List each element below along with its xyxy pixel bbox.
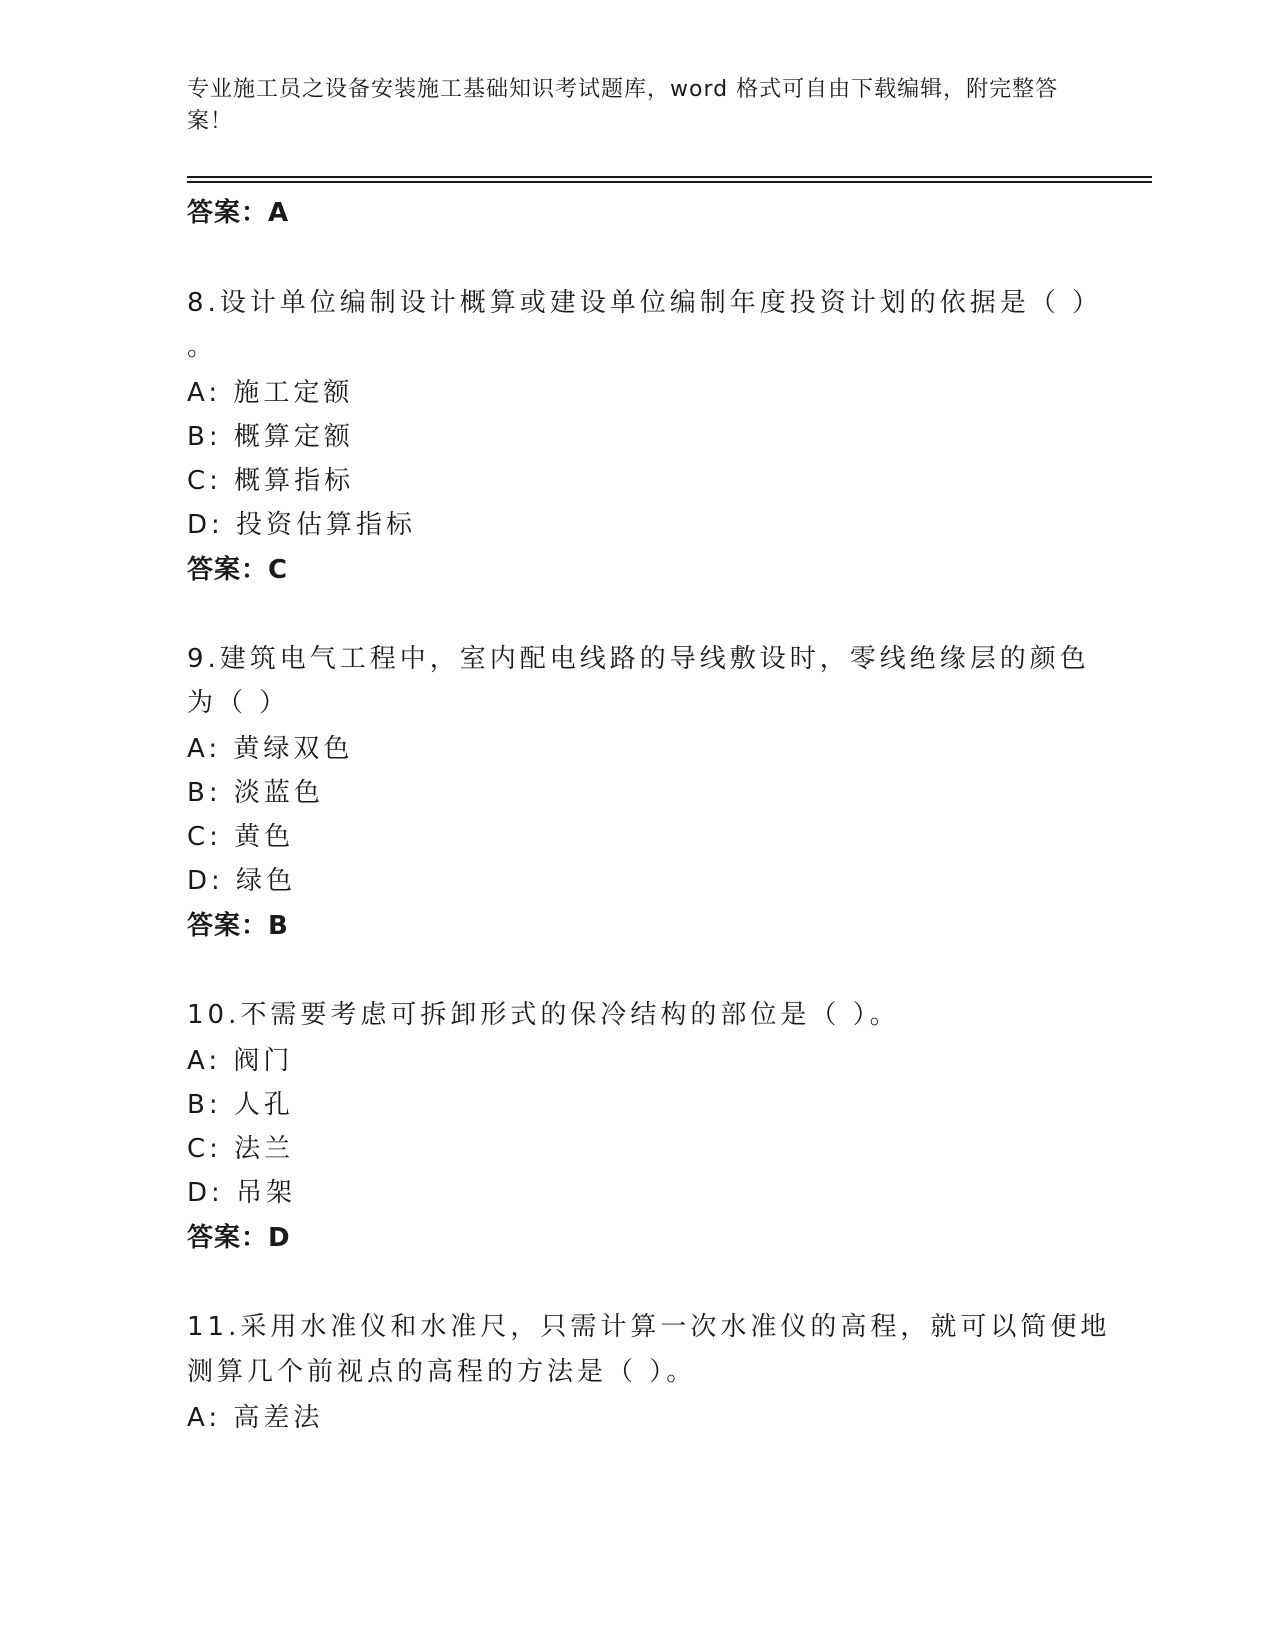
question-10-stem: 10.不需要考虑可拆卸形式的保冷结构的部位是（ ）。 xyxy=(187,1000,900,1030)
question-8-option-c: C: 概算指标 xyxy=(187,466,355,496)
question-11-stem: 11.采用水准仪和水准尺，只需计算一次水准仪的高程，就可以简便地 xyxy=(187,1312,1111,1342)
answer-9: 答案：B xyxy=(187,911,289,941)
question-8-option-a: A: 施工定额 xyxy=(187,378,354,408)
header-rule-bottom xyxy=(187,181,1152,183)
question-8-option-b: B: 概算定额 xyxy=(187,422,354,452)
question-10-option-d: D: 吊架 xyxy=(187,1178,297,1208)
answer-10: 答案：D xyxy=(187,1223,291,1253)
question-8-option-d: D: 投资估算指标 xyxy=(187,510,417,540)
question-9-stem: 9.建筑电气工程中，室内配电线路的导线敷设时，零线绝缘层的颜色 xyxy=(187,644,1090,674)
document-header: 专业施工员之设备安装施工基础知识考试题库，word 格式可自由下载编辑，附完整答案！ xyxy=(187,77,1059,134)
question-10-option-c: C: 法兰 xyxy=(187,1134,295,1164)
header-rule-top xyxy=(187,176,1152,178)
question-10-option-a: A: 阀门 xyxy=(187,1046,294,1076)
question-8-stem: 8.设计单位编制设计概算或建设单位编制年度投资计划的依据是（ ） xyxy=(187,288,1103,318)
question-9-stem-cont: 为（ ） xyxy=(187,688,290,718)
question-10-option-b: B: 人孔 xyxy=(187,1090,294,1120)
answer-8: 答案：C xyxy=(187,555,289,585)
question-11-option-a: A: 高差法 xyxy=(187,1403,324,1433)
answer-7: 答案：A xyxy=(187,198,290,228)
question-8-stem-cont: 。 xyxy=(187,332,218,362)
question-9-option-a: A: 黄绿双色 xyxy=(187,734,354,764)
question-11-stem-cont: 测算几个前视点的高程的方法是（ ）。 xyxy=(187,1357,697,1387)
question-9-option-d: D: 绿色 xyxy=(187,866,297,896)
question-9-option-c: C: 黄色 xyxy=(187,822,295,852)
question-9-option-b: B: 淡蓝色 xyxy=(187,778,324,808)
